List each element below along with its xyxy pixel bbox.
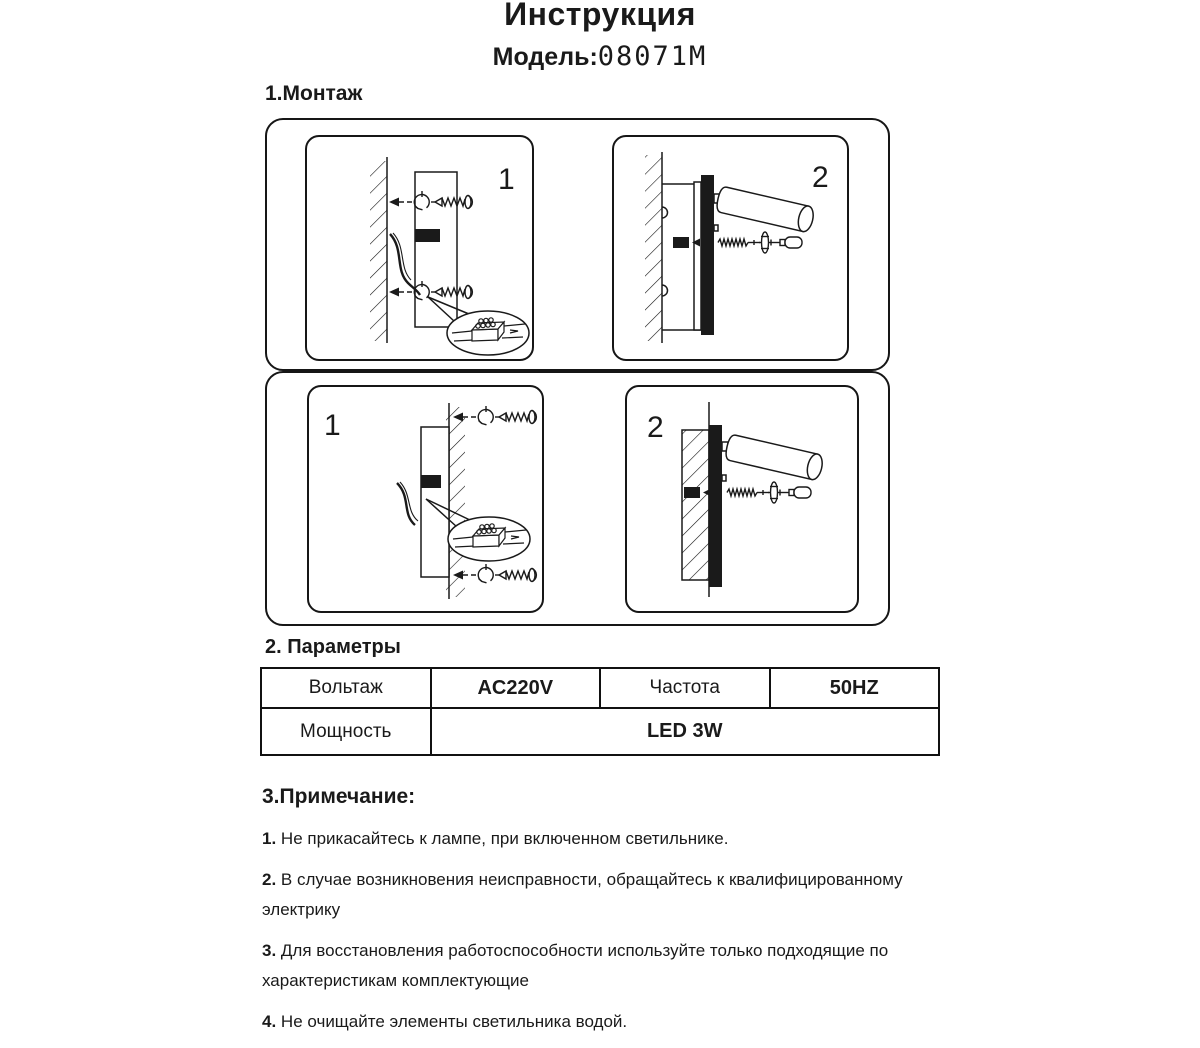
- frequency-label-cell: Частота: [600, 668, 770, 708]
- voltage-value-cell: AC220V: [431, 668, 601, 708]
- expansion-screw-icon: [718, 232, 802, 253]
- wall-hatch: [645, 155, 662, 341]
- note-item: [262, 1007, 954, 1037]
- diagram-step1-alt-svg: [309, 387, 542, 611]
- note-text: Для восстановления работоспособности используйте только подходящие по характеристикам комплектующие: [262, 941, 889, 990]
- plate-slot: [415, 229, 440, 242]
- wall-hole: [662, 285, 668, 296]
- note-text: Не очищайте элементы светильника водой.: [280, 1012, 628, 1031]
- frequency-value-cell: 50HZ: [770, 668, 940, 708]
- step-number-label: 1: [498, 163, 515, 196]
- note-number: 2.: [262, 870, 277, 889]
- note-item: [262, 936, 954, 996]
- power-label-cell: Мощность: [261, 708, 431, 755]
- note-number: 4.: [262, 1012, 277, 1031]
- power-wire: [397, 483, 415, 525]
- wall-hatch: [370, 161, 387, 341]
- plate-slot: [421, 475, 441, 488]
- notes-list: [262, 824, 954, 1048]
- parameters-table: [260, 667, 940, 756]
- note-number: 1.: [262, 829, 277, 848]
- power-value-cell: LED 3W: [431, 708, 940, 755]
- terminal-block-icon: [448, 517, 530, 561]
- step-number-label: 1: [324, 409, 341, 442]
- wall-hole: [662, 207, 668, 218]
- back-plate: [694, 182, 701, 330]
- fixture-bar: [709, 425, 722, 587]
- set-screw-hole: [722, 475, 726, 481]
- voltage-label-cell: Вольтаж: [261, 668, 431, 708]
- note-item: [262, 824, 954, 854]
- diagram-step2-svg: [614, 137, 847, 359]
- step-number-label: 2: [812, 161, 829, 194]
- note-text: Не прикасайтесь к лампе, при включенном светильнике.: [280, 829, 729, 848]
- anchor-block: [684, 487, 700, 498]
- diagram-step2-lamp-mount: [612, 135, 849, 361]
- set-screw-hole: [714, 225, 718, 231]
- table-row: [261, 708, 939, 755]
- note-item: [262, 865, 954, 925]
- lamp-cylinder-icon: [724, 434, 824, 481]
- diagram-step2-lamp-mount-alt: [625, 385, 859, 613]
- wall-section-hatch: [682, 430, 709, 580]
- montage-panel-top: [265, 118, 890, 371]
- section-heading-notes: 3.Примечание:: [262, 785, 416, 808]
- montage-panel-bottom: [265, 371, 890, 626]
- note-text: В случае возникновения неисправности, обращайтесь к квалифицированному электрику: [262, 870, 903, 919]
- terminal-block-icon: [447, 311, 529, 355]
- section-heading-montage: 1.Монтаж: [265, 82, 363, 105]
- diagram-step1-svg: [307, 137, 532, 359]
- diagram-step1-backplate-alt: [307, 385, 544, 613]
- lamp-cylinder-icon: [715, 186, 815, 233]
- model-line: [0, 41, 1200, 72]
- step-number-label: 2: [647, 411, 664, 444]
- model-label: Модель:: [492, 43, 598, 71]
- mounting-plate: [421, 427, 449, 577]
- screw-icon: [453, 406, 536, 425]
- fixture-bar: [701, 175, 714, 335]
- section-heading-parameters: 2. Параметры: [265, 636, 401, 658]
- anchor-block: [673, 237, 689, 248]
- diagram-step2-alt-svg: [627, 387, 857, 611]
- expansion-screw-icon: [727, 482, 811, 503]
- diagram-step1-backplate: [305, 135, 534, 361]
- table-row: [261, 668, 939, 708]
- screw-icon: [453, 564, 536, 583]
- page-title: Инструкция: [504, 0, 696, 32]
- note-number: 3.: [262, 941, 277, 960]
- model-number: 08071M: [597, 41, 708, 72]
